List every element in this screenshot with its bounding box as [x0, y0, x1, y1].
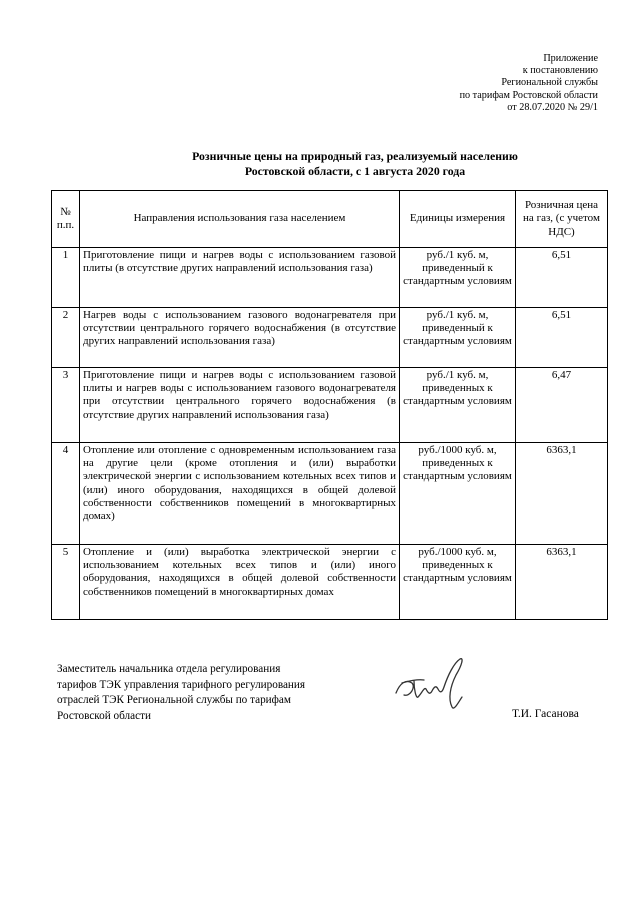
row-unit: руб./1 куб. м, приведенный к стандартным условиям [400, 248, 516, 308]
row-unit: руб./1 куб. м, приведенных к стандартным условиям [400, 368, 516, 443]
annex-line: к постановлению [522, 65, 598, 77]
row-direction: Приготовление пищи и нагрев воды с использованием газовой плиты (в отсутствие других направлений использования газа) [80, 248, 400, 308]
row-num: 4 [52, 443, 80, 545]
row-num: 2 [52, 308, 80, 368]
table-row [52, 248, 608, 308]
annex-block [460, 53, 598, 114]
price-table [51, 190, 608, 620]
title-line-1: Розничные цены на природный газ, реализуемый населению [192, 149, 518, 163]
table-row [52, 368, 608, 443]
row-direction: Приготовление пищи и нагрев воды с использованием газовой плиты и нагрев воды с использованием газового водонагревателя при отсутствии центрального горячего водоснабжения (в отсутствие других направлений использования газа) [80, 368, 400, 443]
row-num: 3 [52, 368, 80, 443]
header-num: № п.п. [52, 191, 80, 248]
position-line: Заместитель начальника отдела регулирования [57, 663, 281, 675]
row-unit: руб./1 куб. м, приведенный к стандартным условиям [400, 308, 516, 368]
row-price: 6363,1 [516, 545, 608, 620]
row-unit: руб./1000 куб. м, приведенных к стандартным условиям [400, 443, 516, 545]
position-line: Ростовской области [57, 709, 151, 722]
table-header-row [52, 191, 608, 248]
header-direction: Направления использования газа населением [80, 191, 400, 248]
title-line-2: Ростовской области, с 1 августа 2020 года [244, 163, 466, 178]
row-unit: руб./1000 куб. м, приведенных к стандартным условиям [400, 545, 516, 620]
table-row [52, 545, 608, 620]
position-line: отраслей ТЭК Региональной службы по тарифам [57, 694, 291, 706]
annex-line: Приложение [543, 53, 598, 64]
annex-line: по тарифам Ростовской области [459, 89, 598, 101]
row-price: 6,51 [516, 308, 608, 368]
row-price: 6,47 [516, 368, 608, 443]
row-num: 5 [52, 545, 80, 620]
document-title [0, 149, 640, 179]
signer-name: Т.И. Гасанова [512, 708, 579, 720]
row-direction: Отопление или отопление с одновременным использованием газа на другие цели (кроме отопления и (или) выработки электрической энергии с использованием котельных всех типов и (или) иного оборудования, находящихся в общей долевой собственности собственников помещений в многоквартирных домах) [80, 443, 400, 545]
row-direction: Нагрев воды с использованием газового водонагревателя при отсутствии центрального горячего водоснабжения (в отсутствие других направлений использования газа) [80, 308, 400, 368]
row-price: 6363,1 [516, 443, 608, 545]
position-line: тарифов ТЭК управления тарифного регулирования [57, 678, 306, 691]
annex-line: Региональной службы [501, 77, 598, 89]
row-price: 6,51 [516, 248, 608, 308]
signatory-position [57, 662, 305, 724]
header-unit: Единицы измерения [400, 191, 516, 248]
row-direction: Отопление и (или) выработка электрической энергии с использованием котельных всех типов и (или) иного оборудования, находящихся в общей долевой собственности собственников помещений в многоквартирных домах [80, 545, 400, 620]
row-num: 1 [52, 248, 80, 308]
table-row [52, 443, 608, 545]
table-row [52, 308, 608, 368]
header-price: Розничная цена на газ, (с учетом НДС) [516, 191, 608, 248]
annex-line: от 28.07.2020 № 29/1 [507, 101, 598, 113]
handwritten-signature [392, 653, 472, 713]
